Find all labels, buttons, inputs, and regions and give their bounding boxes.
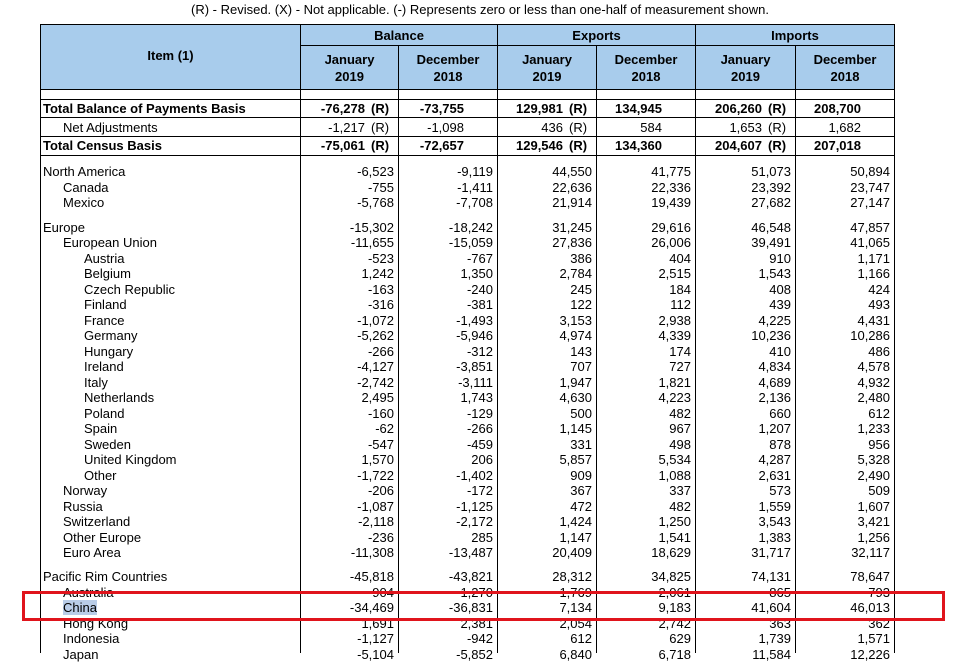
value-cell: 204,607	[715, 138, 762, 153]
value-cell: 5,328	[857, 452, 890, 467]
value-cell: 19,439	[651, 195, 691, 210]
row-label: China	[63, 600, 97, 615]
value-cell: -1,098	[427, 120, 464, 135]
row-label: Other Europe	[63, 530, 142, 545]
revised-mark: (R)	[371, 138, 390, 153]
value-cell: 51,073	[751, 164, 791, 179]
value-cell: 660	[769, 406, 791, 421]
value-cell: 1,691	[361, 616, 394, 631]
value-cell: 29,616	[651, 220, 691, 235]
value-cell: 584	[640, 120, 662, 135]
value-cell: 878	[769, 437, 791, 452]
value-cell: 1,543	[758, 266, 791, 281]
row-label: Other	[84, 468, 117, 483]
row-label: Austria	[84, 251, 125, 266]
value-cell: 1,171	[857, 251, 890, 266]
row-label: Italy	[84, 375, 108, 390]
value-cell: -11,655	[350, 235, 394, 250]
value-cell: 11,584	[752, 647, 791, 662]
value-cell: 482	[669, 406, 691, 421]
value-cell: 10,236	[751, 328, 791, 343]
china-highlight-box	[22, 591, 945, 621]
value-cell: -15,059	[448, 235, 493, 250]
value-cell: 184	[669, 282, 691, 297]
row-label: Indonesia	[63, 631, 120, 646]
value-cell: 4,974	[559, 328, 592, 343]
value-cell: 2,515	[658, 266, 691, 281]
rule	[40, 136, 895, 137]
row-label: Spain	[84, 421, 118, 436]
header-sub-line2: 2019	[532, 68, 562, 84]
value-cell: -316	[367, 297, 394, 312]
value-cell: -72,657	[419, 138, 464, 153]
value-cell: 3,543	[758, 514, 791, 529]
value-cell: 4,834	[758, 359, 791, 374]
value-cell: 707	[570, 359, 592, 374]
value-cell: -1,125	[456, 499, 493, 514]
header-item-label: Item (1)	[147, 48, 194, 63]
value-cell: -381	[466, 297, 493, 312]
value-cell: -5,262	[357, 328, 394, 343]
row-label: Japan	[63, 647, 99, 662]
row-label: Czech Republic	[84, 282, 176, 297]
header-sub-line1: January	[720, 51, 771, 67]
row-label: Hong Kong	[63, 616, 129, 631]
value-cell: -3,851	[456, 359, 493, 374]
value-cell: -11,308	[350, 545, 394, 560]
value-cell: 367	[570, 483, 592, 498]
value-cell: 509	[868, 483, 890, 498]
value-cell: 2,784	[559, 266, 592, 281]
value-cell: 6,840	[559, 647, 592, 662]
value-cell: 41,775	[651, 164, 691, 179]
value-cell: -1,402	[456, 468, 493, 483]
value-cell: 1,145	[559, 421, 592, 436]
revised-mark: (R)	[569, 101, 588, 116]
header-sub-line2: 2018	[433, 68, 463, 84]
value-cell: -767	[466, 251, 493, 266]
value-cell: 1,350	[460, 266, 493, 281]
value-cell: 1,821	[658, 375, 691, 390]
value-cell: 2,742	[658, 616, 691, 631]
header-sub-line1: January	[522, 51, 572, 67]
value-cell: 629	[669, 631, 691, 646]
value-cell: 74,131	[751, 569, 791, 584]
value-cell: 3,421	[857, 514, 890, 529]
value-cell: 1,383	[758, 530, 791, 545]
rule	[40, 155, 895, 156]
value-cell: -5,104	[357, 647, 394, 662]
value-cell: 22,336	[651, 180, 691, 195]
value-cell: 41,065	[850, 235, 890, 250]
value-cell: 4,223	[658, 390, 691, 405]
value-cell: 23,747	[850, 180, 890, 195]
header-sub-line2: 2018	[631, 68, 661, 84]
header-group-balance	[300, 24, 498, 46]
value-cell: 5,857	[559, 452, 592, 467]
row-label: United Kingdom	[84, 452, 177, 467]
value-cell: -755	[367, 180, 394, 195]
value-cell: 909	[570, 468, 592, 483]
value-cell: -18,242	[448, 220, 493, 235]
value-cell: 27,147	[850, 195, 890, 210]
value-cell: 4,431	[857, 313, 890, 328]
header-sub-1	[398, 45, 498, 90]
value-cell: -160	[367, 406, 394, 421]
value-cell: -942	[466, 631, 493, 646]
value-cell: 424	[868, 282, 890, 297]
value-cell: 439	[769, 297, 791, 312]
value-cell: -1,072	[357, 313, 394, 328]
value-cell: 122	[570, 297, 592, 312]
value-cell: 44,550	[552, 164, 592, 179]
value-cell: 21,914	[552, 195, 592, 210]
header-sub-line2: 2018	[830, 68, 860, 84]
header-sub-3	[596, 45, 696, 90]
value-cell: -4,127	[357, 359, 394, 374]
value-cell: 331	[570, 437, 592, 452]
value-cell: 612	[570, 631, 592, 646]
value-cell: 1,250	[658, 514, 691, 529]
value-cell: 27,682	[751, 195, 791, 210]
value-cell: -43,821	[448, 569, 493, 584]
value-cell: -236	[367, 530, 394, 545]
column-divider	[40, 90, 41, 653]
row-label: Total Balance of Payments Basis	[43, 101, 246, 116]
value-cell: 78,647	[850, 569, 890, 584]
header-sub-line1: January	[324, 51, 375, 67]
row-label: Europe	[43, 220, 85, 235]
value-cell: 493	[868, 297, 890, 312]
value-cell: -76,278	[320, 101, 365, 116]
rule	[40, 117, 895, 118]
value-cell: -5,852	[456, 647, 493, 662]
value-cell: 2,490	[857, 468, 890, 483]
value-cell: 472	[570, 499, 592, 514]
value-cell: 34,825	[651, 569, 691, 584]
row-label: Australia	[63, 585, 114, 600]
value-cell: -62	[375, 421, 394, 436]
value-cell: 404	[669, 251, 691, 266]
revised-mark: (R)	[768, 138, 787, 153]
value-cell: -172	[466, 483, 493, 498]
row-label: Belgium	[84, 266, 131, 281]
value-cell: 32,117	[851, 545, 890, 560]
value-cell: 208,700	[814, 101, 861, 116]
row-label: Mexico	[63, 195, 105, 210]
value-cell: -547	[367, 437, 394, 452]
value-cell: -36,831	[448, 600, 493, 615]
value-cell: -240	[466, 282, 493, 297]
value-cell: 134,360	[615, 138, 662, 153]
header-item	[40, 24, 301, 90]
row-label: Total Census Basis	[43, 138, 162, 153]
value-cell: 363	[769, 616, 791, 631]
value-cell: 408	[769, 282, 791, 297]
value-cell: 1,424	[559, 514, 592, 529]
value-cell: 2,381	[460, 616, 493, 631]
revised-mark: (R)	[569, 120, 588, 135]
value-cell: -129	[466, 406, 493, 421]
value-cell: 904	[372, 585, 394, 600]
value-cell: 129,546	[516, 138, 563, 153]
value-cell: 27,836	[552, 235, 592, 250]
value-cell: -6,523	[357, 164, 394, 179]
value-cell: 486	[868, 344, 890, 359]
value-cell: 31,245	[552, 220, 592, 235]
column-divider	[894, 90, 895, 653]
revised-mark: (R)	[371, 101, 390, 116]
value-cell: 4,689	[758, 375, 791, 390]
rule	[40, 99, 895, 100]
value-cell: 1,607	[857, 499, 890, 514]
value-cell: 2,938	[658, 313, 691, 328]
value-cell: 2,054	[559, 616, 592, 631]
value-cell: 573	[769, 483, 791, 498]
value-cell: -13,487	[448, 545, 493, 560]
value-cell: -1,087	[357, 499, 394, 514]
header-sub-4	[695, 45, 796, 90]
value-cell: 337	[669, 483, 691, 498]
value-cell: 12,226	[850, 647, 890, 662]
value-cell: 41,604	[751, 600, 791, 615]
value-cell: 727	[669, 359, 691, 374]
value-cell: 1,769	[559, 585, 592, 600]
header-group-exports	[497, 24, 696, 46]
value-cell: -5,768	[357, 195, 394, 210]
value-cell: 386	[570, 251, 592, 266]
value-cell: 46,013	[850, 600, 890, 615]
value-cell: 436	[541, 120, 563, 135]
revised-mark: (R)	[768, 120, 787, 135]
value-cell: 793	[868, 585, 890, 600]
value-cell: 1,571	[857, 631, 890, 646]
value-cell: 498	[669, 437, 691, 452]
value-cell: 1,947	[559, 375, 592, 390]
row-label: France	[84, 313, 125, 328]
value-cell: 4,578	[857, 359, 890, 374]
value-cell: 2,495	[361, 390, 394, 405]
value-cell: 1,559	[758, 499, 791, 514]
value-cell: 1,682	[828, 120, 861, 135]
header-sub-line2: 2019	[731, 68, 760, 84]
value-cell: 3,153	[559, 313, 592, 328]
value-cell: -2,118	[358, 514, 394, 529]
value-cell: 1,743	[460, 390, 493, 405]
row-label: Euro Area	[63, 545, 121, 560]
value-cell: 129,981	[516, 101, 563, 116]
value-cell: 1,739	[758, 631, 791, 646]
value-cell: 1,541	[658, 530, 691, 545]
value-cell: -1,217	[328, 120, 365, 135]
value-cell: -2,742	[357, 375, 394, 390]
value-cell: 26,006	[651, 235, 691, 250]
value-cell: 362	[868, 616, 890, 631]
value-cell: 4,932	[857, 375, 890, 390]
value-cell: -2,172	[456, 514, 493, 529]
value-cell: -312	[466, 344, 493, 359]
value-cell: 865	[769, 585, 791, 600]
row-label: Canada	[63, 180, 109, 195]
value-cell: -459	[466, 437, 493, 452]
value-cell: 910	[769, 251, 791, 266]
value-cell: 174	[669, 344, 691, 359]
header-sub-2	[497, 45, 597, 90]
value-cell: 7,134	[559, 600, 592, 615]
value-cell: -9,119	[457, 164, 493, 179]
value-cell: 10,286	[850, 328, 890, 343]
value-cell: 207,018	[814, 138, 861, 153]
revised-mark: (R)	[569, 138, 588, 153]
row-label: Ireland	[84, 359, 124, 374]
value-cell: 2,480	[857, 390, 890, 405]
value-cell: -266	[466, 421, 493, 436]
value-cell: 4,630	[559, 390, 592, 405]
row-label: Poland	[84, 406, 125, 421]
value-cell: 1,088	[658, 468, 691, 483]
value-cell: -1,411	[457, 180, 493, 195]
value-cell: 31,717	[751, 545, 791, 560]
value-cell: 410	[769, 344, 791, 359]
value-cell: 2,631	[758, 468, 791, 483]
value-cell: -163	[367, 282, 394, 297]
value-cell: 50,894	[850, 164, 890, 179]
value-cell: 1,256	[857, 530, 890, 545]
value-cell: 18,629	[651, 545, 691, 560]
value-cell: 1,242	[361, 266, 394, 281]
value-cell: 1,653	[729, 120, 762, 135]
value-cell: -1,127	[357, 631, 394, 646]
value-cell: -266	[367, 344, 394, 359]
value-cell: 245	[570, 282, 592, 297]
row-label: Netherlands	[84, 390, 155, 405]
table-note: (R) - Revised. (X) - Not applicable. (-) Represents zero or less than one-half of measurement shown.	[190, 2, 769, 17]
header-sub-line2: 2019	[335, 68, 364, 84]
header-group-label: Imports	[771, 27, 819, 43]
value-cell: -73,755	[419, 101, 464, 116]
value-cell: 9,183	[658, 600, 691, 615]
value-cell: 285	[471, 530, 493, 545]
value-cell: -206	[367, 483, 394, 498]
value-cell: 46,548	[751, 220, 791, 235]
value-cell: 1,207	[758, 421, 791, 436]
value-cell: 206	[471, 452, 493, 467]
value-cell: 482	[669, 499, 691, 514]
header-group-imports	[695, 24, 895, 46]
value-cell: 500	[570, 406, 592, 421]
value-cell: 134,945	[615, 101, 662, 116]
value-cell: 956	[868, 437, 890, 452]
value-cell: 4,225	[758, 313, 791, 328]
row-label: Finland	[84, 297, 127, 312]
value-cell: 1,147	[559, 530, 592, 545]
row-label: Norway	[63, 483, 108, 498]
value-cell: 612	[868, 406, 890, 421]
value-cell: 143	[570, 344, 592, 359]
value-cell: 20,409	[552, 545, 592, 560]
value-cell: 1,570	[361, 452, 394, 467]
value-cell: 112	[670, 297, 691, 312]
value-cell: 39,491	[751, 235, 791, 250]
value-cell: -34,469	[349, 600, 394, 615]
value-cell: -3,111	[458, 375, 493, 390]
value-cell: 6,718	[658, 647, 691, 662]
value-cell: 4,287	[758, 452, 791, 467]
value-cell: 1,270	[460, 585, 493, 600]
row-label: European Union	[63, 235, 157, 250]
value-cell: -1,493	[456, 313, 493, 328]
value-cell: -5,946	[456, 328, 493, 343]
value-cell: -45,818	[349, 569, 394, 584]
row-label: Pacific Rim Countries	[43, 569, 168, 584]
value-cell: 5,534	[658, 452, 691, 467]
header-sub-line1: December	[614, 51, 678, 67]
header-sub-5	[795, 45, 895, 90]
header-sub-line1: December	[813, 51, 877, 67]
header-sub-0	[300, 45, 399, 90]
header-sub-line1: December	[416, 51, 480, 67]
value-cell: 206,260	[715, 101, 762, 116]
value-cell: 967	[669, 421, 691, 436]
row-label: Sweden	[84, 437, 131, 452]
revised-mark: (R)	[371, 120, 390, 135]
row-label: Germany	[84, 328, 138, 343]
row-label: Hungary	[84, 344, 134, 359]
value-cell: 4,339	[658, 328, 691, 343]
header-group-label: Exports	[572, 27, 621, 43]
value-cell: -15,302	[349, 220, 394, 235]
value-cell: 1,233	[857, 421, 890, 436]
value-cell: 2,136	[758, 390, 791, 405]
revised-mark: (R)	[768, 101, 787, 116]
value-cell: 1,166	[857, 266, 890, 281]
value-cell: -523	[367, 251, 394, 266]
value-cell: 28,312	[552, 569, 592, 584]
value-cell: -7,708	[456, 195, 493, 210]
row-label: Net Adjustments	[63, 120, 158, 135]
row-label: Russia	[63, 499, 103, 514]
value-cell: 22,636	[552, 180, 592, 195]
row-label: Switzerland	[63, 514, 131, 529]
value-cell: -75,061	[320, 138, 365, 153]
header-group-label: Balance	[374, 27, 424, 43]
value-cell: 2,061	[658, 585, 691, 600]
value-cell: -1,722	[357, 468, 394, 483]
value-cell: 23,392	[751, 180, 791, 195]
value-cell: 47,857	[850, 220, 890, 235]
row-label: North America	[43, 164, 126, 179]
